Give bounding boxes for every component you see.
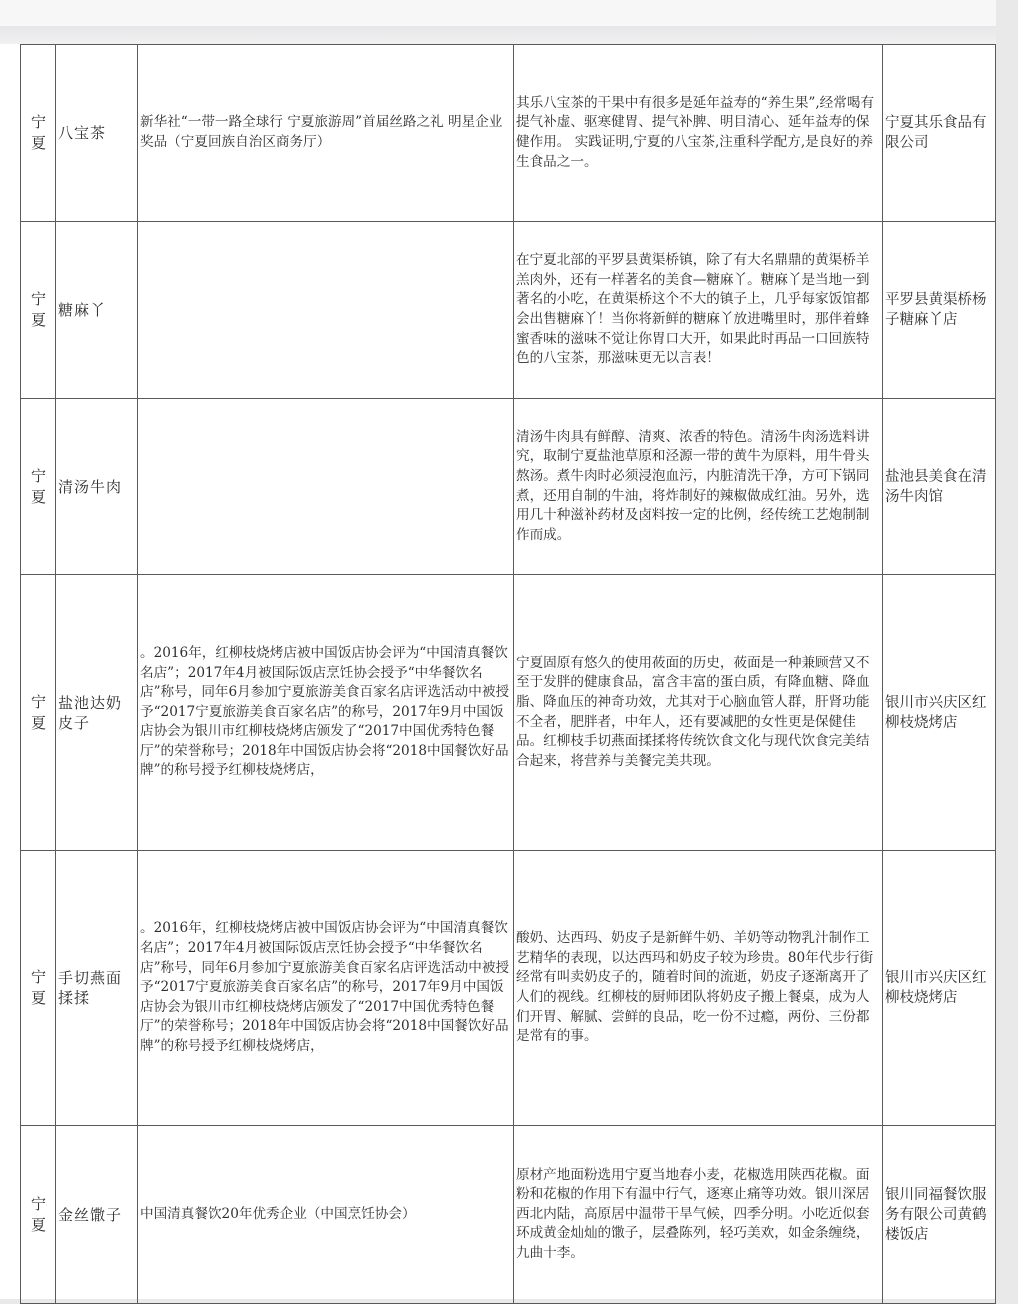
description-cell: 酸奶、达西玛、奶皮子是新鲜牛奶、羊奶等动物乳汁制作工艺精华的表现，以达西玛和奶皮子较为珍贵。80年代步行街经常有叫卖奶皮子的，随着时间的流逝，奶皮子逐渐离开了人们的视线。红柳枝的厨师团队将奶皮子搬上餐桌，成为人们开胃、解腻、尝鲜的良品，吃一份不过瘾，两份、三份都是常有的事。 [514, 851, 883, 1126]
honor-cell [138, 222, 514, 399]
food-name-cell: 八宝茶 [56, 45, 138, 222]
region-text: 宁夏 [30, 968, 46, 1007]
food-name-cell: 金丝馓子 [56, 1126, 138, 1304]
company-cell: 银川市兴庆区红柳枝烧烤店 [883, 851, 996, 1126]
food-name-cell: 盐池达奶皮子 [56, 575, 138, 851]
company-cell: 平罗县黄渠桥杨子糖麻丫店 [883, 222, 996, 399]
company-cell: 银川市兴庆区红柳枝烧烤店 [883, 575, 996, 851]
region-cell [21, 575, 56, 851]
food-name-cell: 手切燕面揉揉 [56, 851, 138, 1126]
region-cell [21, 1126, 56, 1304]
table-row [21, 399, 996, 575]
description-cell: 其乐八宝茶的干果中有很多是延年益寿的“养生果”,经常喝有提气补虚、驱寒健胃、提气补脾、明目清心、延年益寿的保健作用。 实践证明,宁夏的八宝茶,注重科学配方,是良好的养生食品之一。 [514, 45, 883, 222]
honor-cell: 中国清真餐饮20年优秀企业（中国烹饪协会） [138, 1126, 514, 1304]
description-cell: 原材产地面粉选用宁夏当地春小麦，花椒选用陕西花椒。面粉和花椒的作用下有温中行气，逐寒止痛等功效。银川深居西北内陆，高原居中温带干旱气候，四季分明。小吃近似套环成黄金灿灿的馓子，层叠陈列，轻巧美欢，如金条缠绕，九曲十李。 [514, 1126, 883, 1304]
region-cell [21, 45, 56, 222]
honor-cell: 。2016年，红柳枝烧烤店被中国饭店协会评为“中国清真餐饮名店”；2017年4月被国际饭店烹饪协会授予“中华餐饮名店”称号，同年6月参加宁夏旅游美食百家名店评选活动中被授予“2017宁夏旅游美食百家名店”的称号，2017年9月中国饭店协会为银川市红柳枝烧烤店颁发了“2017中国优秀特色餐厅”的荣誉称号；2018年中国饭店协会将“2018中国餐饮好品牌”的称号授予红柳枝烧烤店， [138, 851, 514, 1126]
table-row [21, 222, 996, 399]
company-cell: 宁夏其乐食品有限公司 [883, 45, 996, 222]
specialty-food-table [20, 44, 996, 1304]
region-text: 宁夏 [30, 1194, 46, 1234]
honor-cell: 。2016年，红柳枝烧烤店被中国饭店协会评为“中国清真餐饮名店”；2017年4月被国际饭店烹饪协会授予“中华餐饮名店”称号，同年6月参加宁夏旅游美食百家名店评选活动中被授予“2017宁夏旅游美食百家名店”的称号，2017年9月中国饭店协会为银川市红柳枝烧烤店颁发了“2017中国优秀特色餐厅”的荣誉称号；2018年中国饭店协会将“2018中国餐饮好品牌”的称号授予红柳枝烧烤店， [138, 575, 514, 851]
table-row [21, 851, 996, 1126]
region-cell [21, 851, 56, 1126]
table-row [21, 45, 996, 222]
region-cell [21, 222, 56, 399]
description-cell: 清汤牛肉具有鲜醇、清爽、浓香的特色。清汤牛肉汤选料讲究，取制宁夏盐池草原和泾源一带的黄牛为原料，用牛骨头熬汤。煮牛肉时必须浸泡血污，内脏清洗干净，方可下锅同煮，还用自制的牛油，将炸制好的辣椒做成红油。另外，选用几十种滋补药材及卤料按一定的比例，经传统工艺炮制制作而成。 [514, 399, 883, 575]
company-cell: 银川同福餐饮服务有限公司黄鹤楼饭店 [883, 1126, 996, 1304]
region-text: 宁夏 [30, 113, 46, 152]
region-text: 宁夏 [30, 466, 46, 506]
description-cell: 在宁夏北部的平罗县黄渠桥镇，除了有大名鼎鼎的黄渠桥羊羔肉外，还有一样著名的美食—糖麻丫。糖麻丫是当地一到著名的小吃，在黄渠桥这个不大的镇子上，几乎每家饭馆都会出售糖麻丫！当你将新鲜的糖麻丫放进嘴里时，那伴着蜂蜜香味的滋味不觉让你胃口大开，如果此时再品一口回族特色的八宝茶，那滋味更无以言表！ [514, 222, 883, 399]
honor-cell [138, 399, 514, 575]
table-row [21, 575, 996, 851]
region-cell [21, 399, 56, 575]
region-text: 宁夏 [30, 290, 46, 329]
honor-cell: 新华社“一带一路全球行 宁夏旅游周”首届丝路之礼 明星企业奖品（宁夏回族自治区商务厅） [138, 45, 514, 222]
food-name-cell: 清汤牛肉 [56, 399, 138, 575]
food-name-cell: 糖麻丫 [56, 222, 138, 399]
description-cell: 宁夏固原有悠久的使用莜面的历史，莜面是一种兼顾营又不至于发胖的健康食品，富含丰富的蛋白质，有降血糖、降血脂、降血压的神奇功效，尤其对于心脑血管人群，肝肾功能不全者，肥胖者，中年人，还有要减肥的女性更是保健佳品。红柳枝手切燕面揉揉将传统饮食文化与现代饮食完美结合起来，将营养与美餐完美共现。 [514, 575, 883, 851]
company-cell: 盐池县美食在清汤牛肉馆 [883, 399, 996, 575]
page-top-margin [0, 0, 996, 26]
region-text: 宁夏 [30, 692, 46, 732]
page-divider [0, 26, 996, 44]
table-row [21, 1126, 996, 1304]
